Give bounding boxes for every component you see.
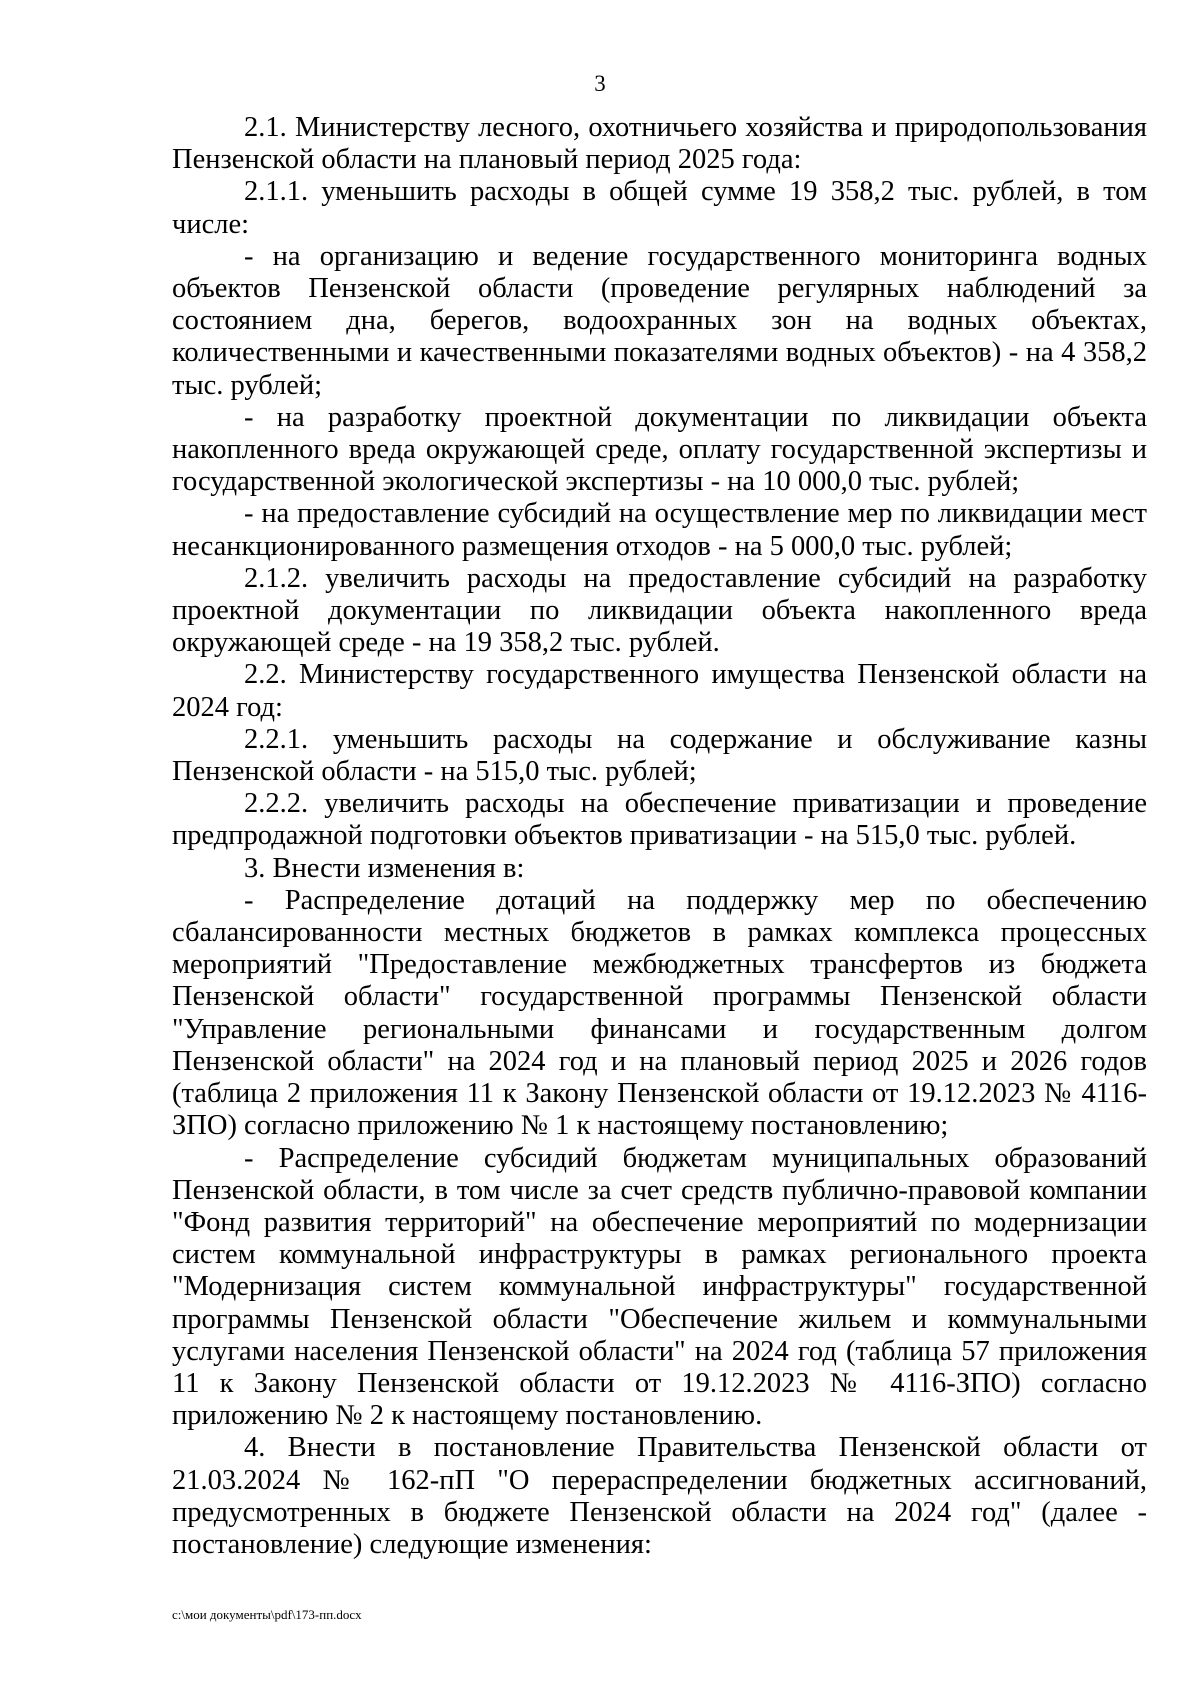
page-number: 3 <box>594 71 606 96</box>
paragraph-2-1-1: 2.1.1. уменьшить расходы в общей сумме 19 358,2 тыс. рублей, в том числе: <box>172 176 1147 240</box>
document-body <box>172 112 1147 1561</box>
paragraph-item-project-docs: - на разработку проектной документации по ликвидации объекта накопленного вреда окружающей среде, оплату государственной экспертизы и государственной экологической экспертизы - на 10 000,0 тыс. рублей; <box>172 401 1147 498</box>
paragraph-2-1: 2.1. Министерству лесного, охотничьего хозяйства и природопользования Пензенской области на плановый период 2025 года: <box>172 112 1147 176</box>
paragraph-2-2-1: 2.2.1. уменьшить расходы на содержание и обслуживание казны Пензенской области - на 515,0 тыс. рублей; <box>172 723 1147 788</box>
paragraph-item-subsidies: - на предоставление субсидий на осуществление мер по ликвидации мест несанкционированного размещения отходов - на 5 000,0 тыс. рублей; <box>172 498 1147 562</box>
paragraph-item-monitoring: - на организацию и ведение государственного мониторинга водных объектов Пензенской области (проведение регулярных наблюдений за состоянием дна, берегов, водоохранных зон на водных объектах, количественными и качественными показателями водных объектов) - на 4 358,2 тыс. рублей; <box>172 240 1147 401</box>
paragraph-4: 4. Внести в постановление Правительства Пензенской области от 21.03.2024 № 162-пП "О перераспределении бюджетных ассигнований, предусмотренных в бюджете Пензенской области на 2024 год" (далее - постановление) следующие изменения: <box>172 1432 1147 1560</box>
paragraph-2-2-2: 2.2.2. увеличить расходы на обеспечение приватизации и проведение предпродажной подготовки объектов приватизации - на 515,0 тыс. рублей. <box>172 788 1147 852</box>
paragraph-item-municipal-subsidies: - Распределение субсидий бюджетам муниципальных образований Пензенской области, в том числе за счет средств публично-правовой компании "Фонд развития территорий" на обеспечение мероприятий по модернизации систем коммунальной инфраструктуры в рамках регионального проекта "Модернизация систем коммунальной инфраструктуры" государственной программы Пензенской области "Обеспечение жильем и коммунальными услугами населения Пензенской области" на 2024 год (таблица 57 приложения 11 к Закону Пензенской области от 19.12.2023 № 4116-ЗПО) согласно приложению № 2 к настоящему постановлению. <box>172 1142 1147 1432</box>
paragraph-3: 3. Внести изменения в: <box>244 852 525 884</box>
paragraph-item-dotations: - Распределение дотаций на поддержку мер по обеспечению сбалансированности местных бюджетов в рамках комплекса процессных мероприятий "Предоставление межбюджетных трансфертов из бюджета Пензенской области" государственной программы Пензенской области "Управление региональными финансами и государственным долгом Пензенской области" на 2024 год и на плановый период 2025 и 2026 годов (таблица 2 приложения 11 к Закону Пензенской области от 19.12.2023 № 4116-ЗПО) согласно приложению № 1 к настоящему постановлению; <box>172 884 1147 1142</box>
paragraph-2-1-2: 2.1.2. увеличить расходы на предоставление субсидий на разработку проектной документации по ликвидации объекта накопленного вреда окружающей среде - на 19 358,2 тыс. рублей. <box>172 562 1147 659</box>
footer-file-path: c:\мои документы\pdf\173-пп.docx <box>172 1607 362 1622</box>
paragraph-2-2: 2.2. Министерству государственного имущества Пензенской области на 2024 год: <box>172 659 1147 723</box>
